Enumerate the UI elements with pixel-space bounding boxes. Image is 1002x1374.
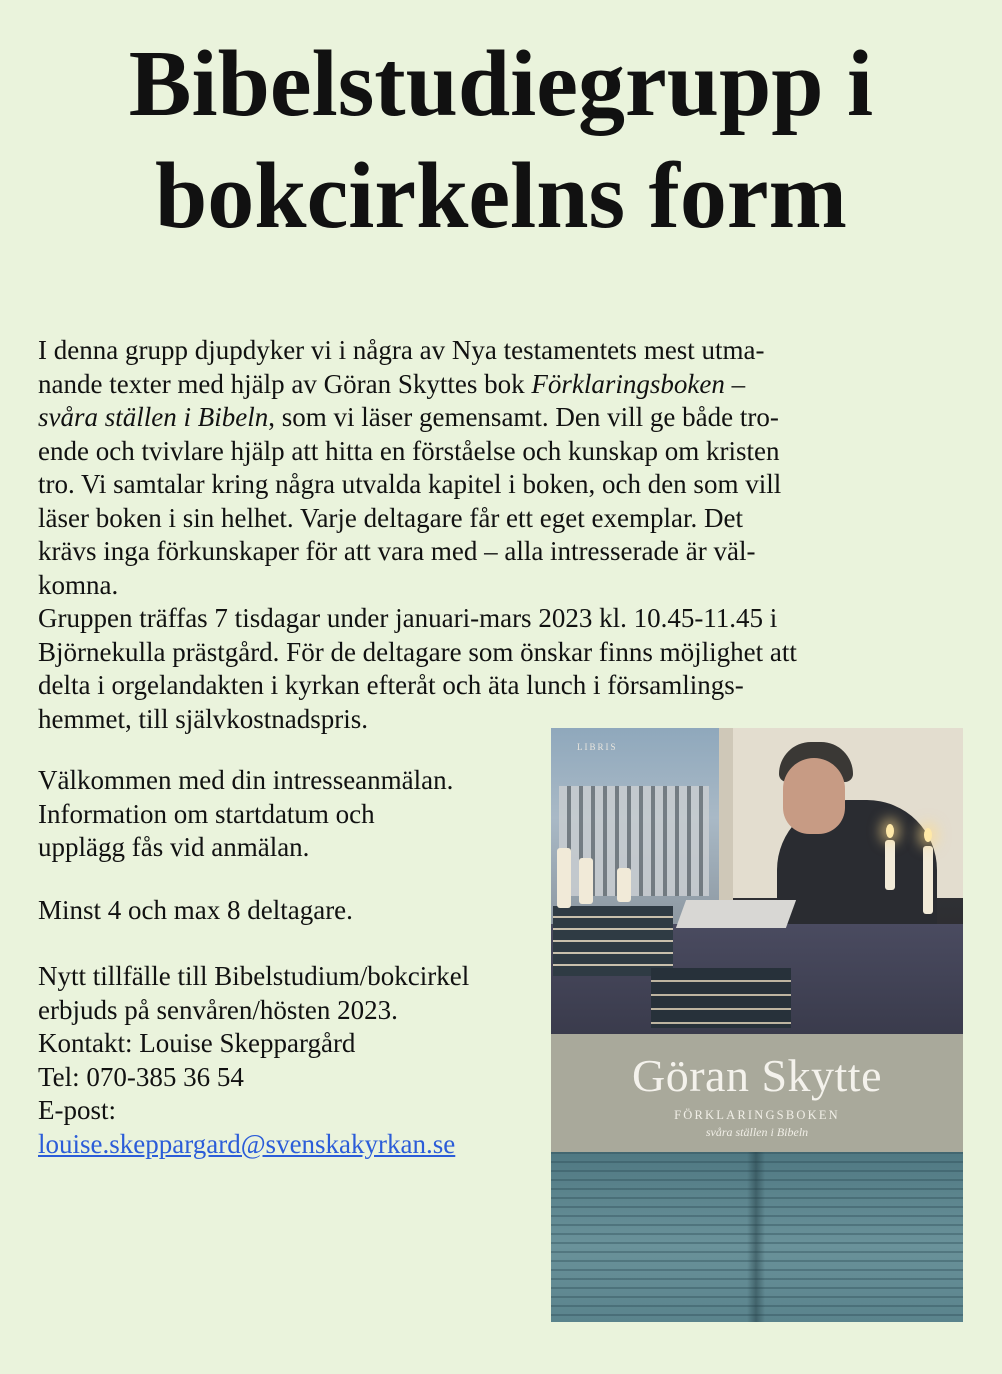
text-line: delta i orgelandakten i kyrkan efteråt och äta lunch i församlings-	[38, 670, 744, 700]
text-line: I denna grupp djupdyker vi i några av Nya testamentets mest utma-	[38, 335, 765, 365]
page-gutter	[747, 1152, 765, 1322]
candle	[557, 848, 571, 908]
publisher-label: LIBRIS	[577, 742, 618, 752]
book-cover-image	[551, 728, 963, 1322]
book-title: FÖRKLARINGSBOKEN	[674, 1108, 840, 1122]
title-line-1: Bibelstudiegrupp i	[128, 32, 874, 136]
text-line: komna.	[38, 569, 119, 600]
book-title-italic: Förklaringsboken –	[531, 368, 746, 399]
candle-flame	[924, 828, 932, 842]
open-bible-pages	[551, 1152, 963, 1322]
text-line: Information om startdatum och	[38, 798, 375, 829]
text-line: Välkommen med din intresseanmälan.	[38, 765, 454, 795]
text-line: hemmet, till självkostnadspris.	[38, 703, 368, 734]
page-title	[0, 28, 1002, 252]
text-fragment: nande texter med hjälp av Göran Skyttes bok	[38, 368, 532, 399]
text-line: tro. Vi samtalar kring några utvalda kapitel i boken, och den som vill	[38, 469, 782, 499]
text-line: ende och tvivlare hjälp att hitta en förståelse och kunskap om kristen	[38, 435, 780, 466]
intro-paragraph-2	[38, 602, 938, 736]
welcome-text	[38, 764, 548, 865]
candle-flame	[886, 824, 894, 838]
book-stack	[553, 906, 673, 976]
text-line: Nytt tillfälle till Bibelstudium/bokcirkel	[38, 961, 470, 991]
text-line: krävs inga förkunskaper för att vara med – alla intresserade är väl-	[38, 536, 756, 566]
intro-text	[38, 334, 938, 736]
text-line: Björnekulla prästgård. För de deltagare som önskar finns möjlighet att	[38, 636, 797, 667]
candle	[617, 868, 631, 902]
text-line: upplägg fås vid anmälan.	[38, 832, 310, 862]
email-line	[38, 1128, 548, 1162]
person-head	[783, 758, 845, 834]
candle	[923, 846, 933, 914]
email-label: E-post:	[38, 1095, 116, 1125]
contact-phone: Tel: 070-385 36 54	[38, 1061, 244, 1092]
candle	[885, 840, 895, 890]
contact-name: Kontakt: Louise Skeppargård	[38, 1028, 356, 1058]
contact-block	[38, 960, 548, 1161]
text-fragment: , som vi läser gemensamt. Den vill ge både tro-	[268, 402, 779, 432]
text-line: läser boken i sin helhet. Varje deltagare får ett eget exemplar. Det	[38, 502, 743, 533]
book-stack	[651, 968, 791, 1028]
participants-text	[38, 894, 548, 928]
intro-paragraph-1	[38, 334, 938, 602]
text-line	[38, 401, 938, 435]
paper-sheet	[676, 900, 796, 928]
email-link[interactable]: louise.skeppargard@svenskakyrkan.se	[38, 1128, 456, 1159]
candle	[579, 858, 593, 904]
book-author: Göran Skytte	[631, 1050, 882, 1101]
text-line	[38, 368, 938, 402]
book-subtitle-italic: svåra ställen i Bibeln	[38, 402, 269, 432]
text-line: erbjuds på senvåren/hösten 2023.	[38, 994, 398, 1025]
title-line-2: bokcirkelns form	[155, 144, 847, 248]
cover-photo	[551, 728, 963, 1034]
text-line: Minst 4 och max 8 deltagare.	[38, 895, 353, 925]
text-line: Gruppen träffas 7 tisdagar under januari-mars 2023 kl. 10.45-11.45 i	[38, 603, 778, 633]
book-subtitle: svåra ställen i Bibeln	[705, 1125, 809, 1139]
